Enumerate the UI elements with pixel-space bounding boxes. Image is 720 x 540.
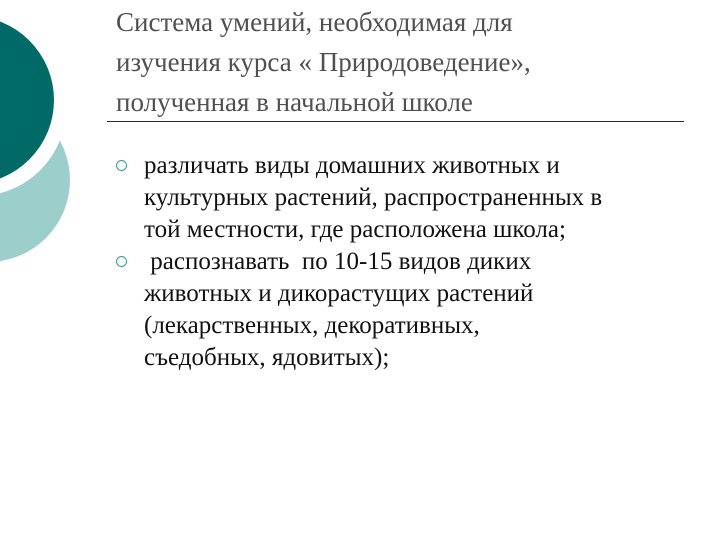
hollow-circle-bullet-icon — [116, 256, 127, 267]
title-divider — [107, 121, 684, 122]
bullet-item-2 — [116, 246, 696, 374]
bullet-1-line-3: той местности, где расположена школа; — [144, 216, 566, 243]
bullet-1-line-2: культурных растений, распространенных в — [144, 184, 603, 211]
bullet-item-1 — [116, 150, 696, 246]
bullet-list — [116, 150, 696, 374]
bullet-2-line-3: (лекарственных, декоративных, — [144, 312, 480, 339]
title-line-1: Система умений, необходимая для — [116, 7, 513, 37]
slide-title — [116, 2, 696, 122]
bullet-2-line-4: съедобных, ядовитых); — [144, 344, 390, 371]
bullet-2-line-2: животных и дикорастущих растений — [144, 280, 534, 307]
hollow-circle-bullet-icon — [116, 160, 127, 171]
bullet-1-line-1: различать виды домашних животных и — [144, 152, 560, 179]
corner-circles-decoration — [0, 0, 120, 300]
bullet-text-1 — [144, 150, 696, 246]
bullet-2-line-1: распознавать по 10-15 видов диких — [144, 248, 532, 275]
title-line-3: полученная в начальной школе — [116, 87, 473, 117]
bullet-text-2 — [144, 246, 696, 374]
title-line-2: изучения курса « Природоведение», — [116, 47, 531, 77]
